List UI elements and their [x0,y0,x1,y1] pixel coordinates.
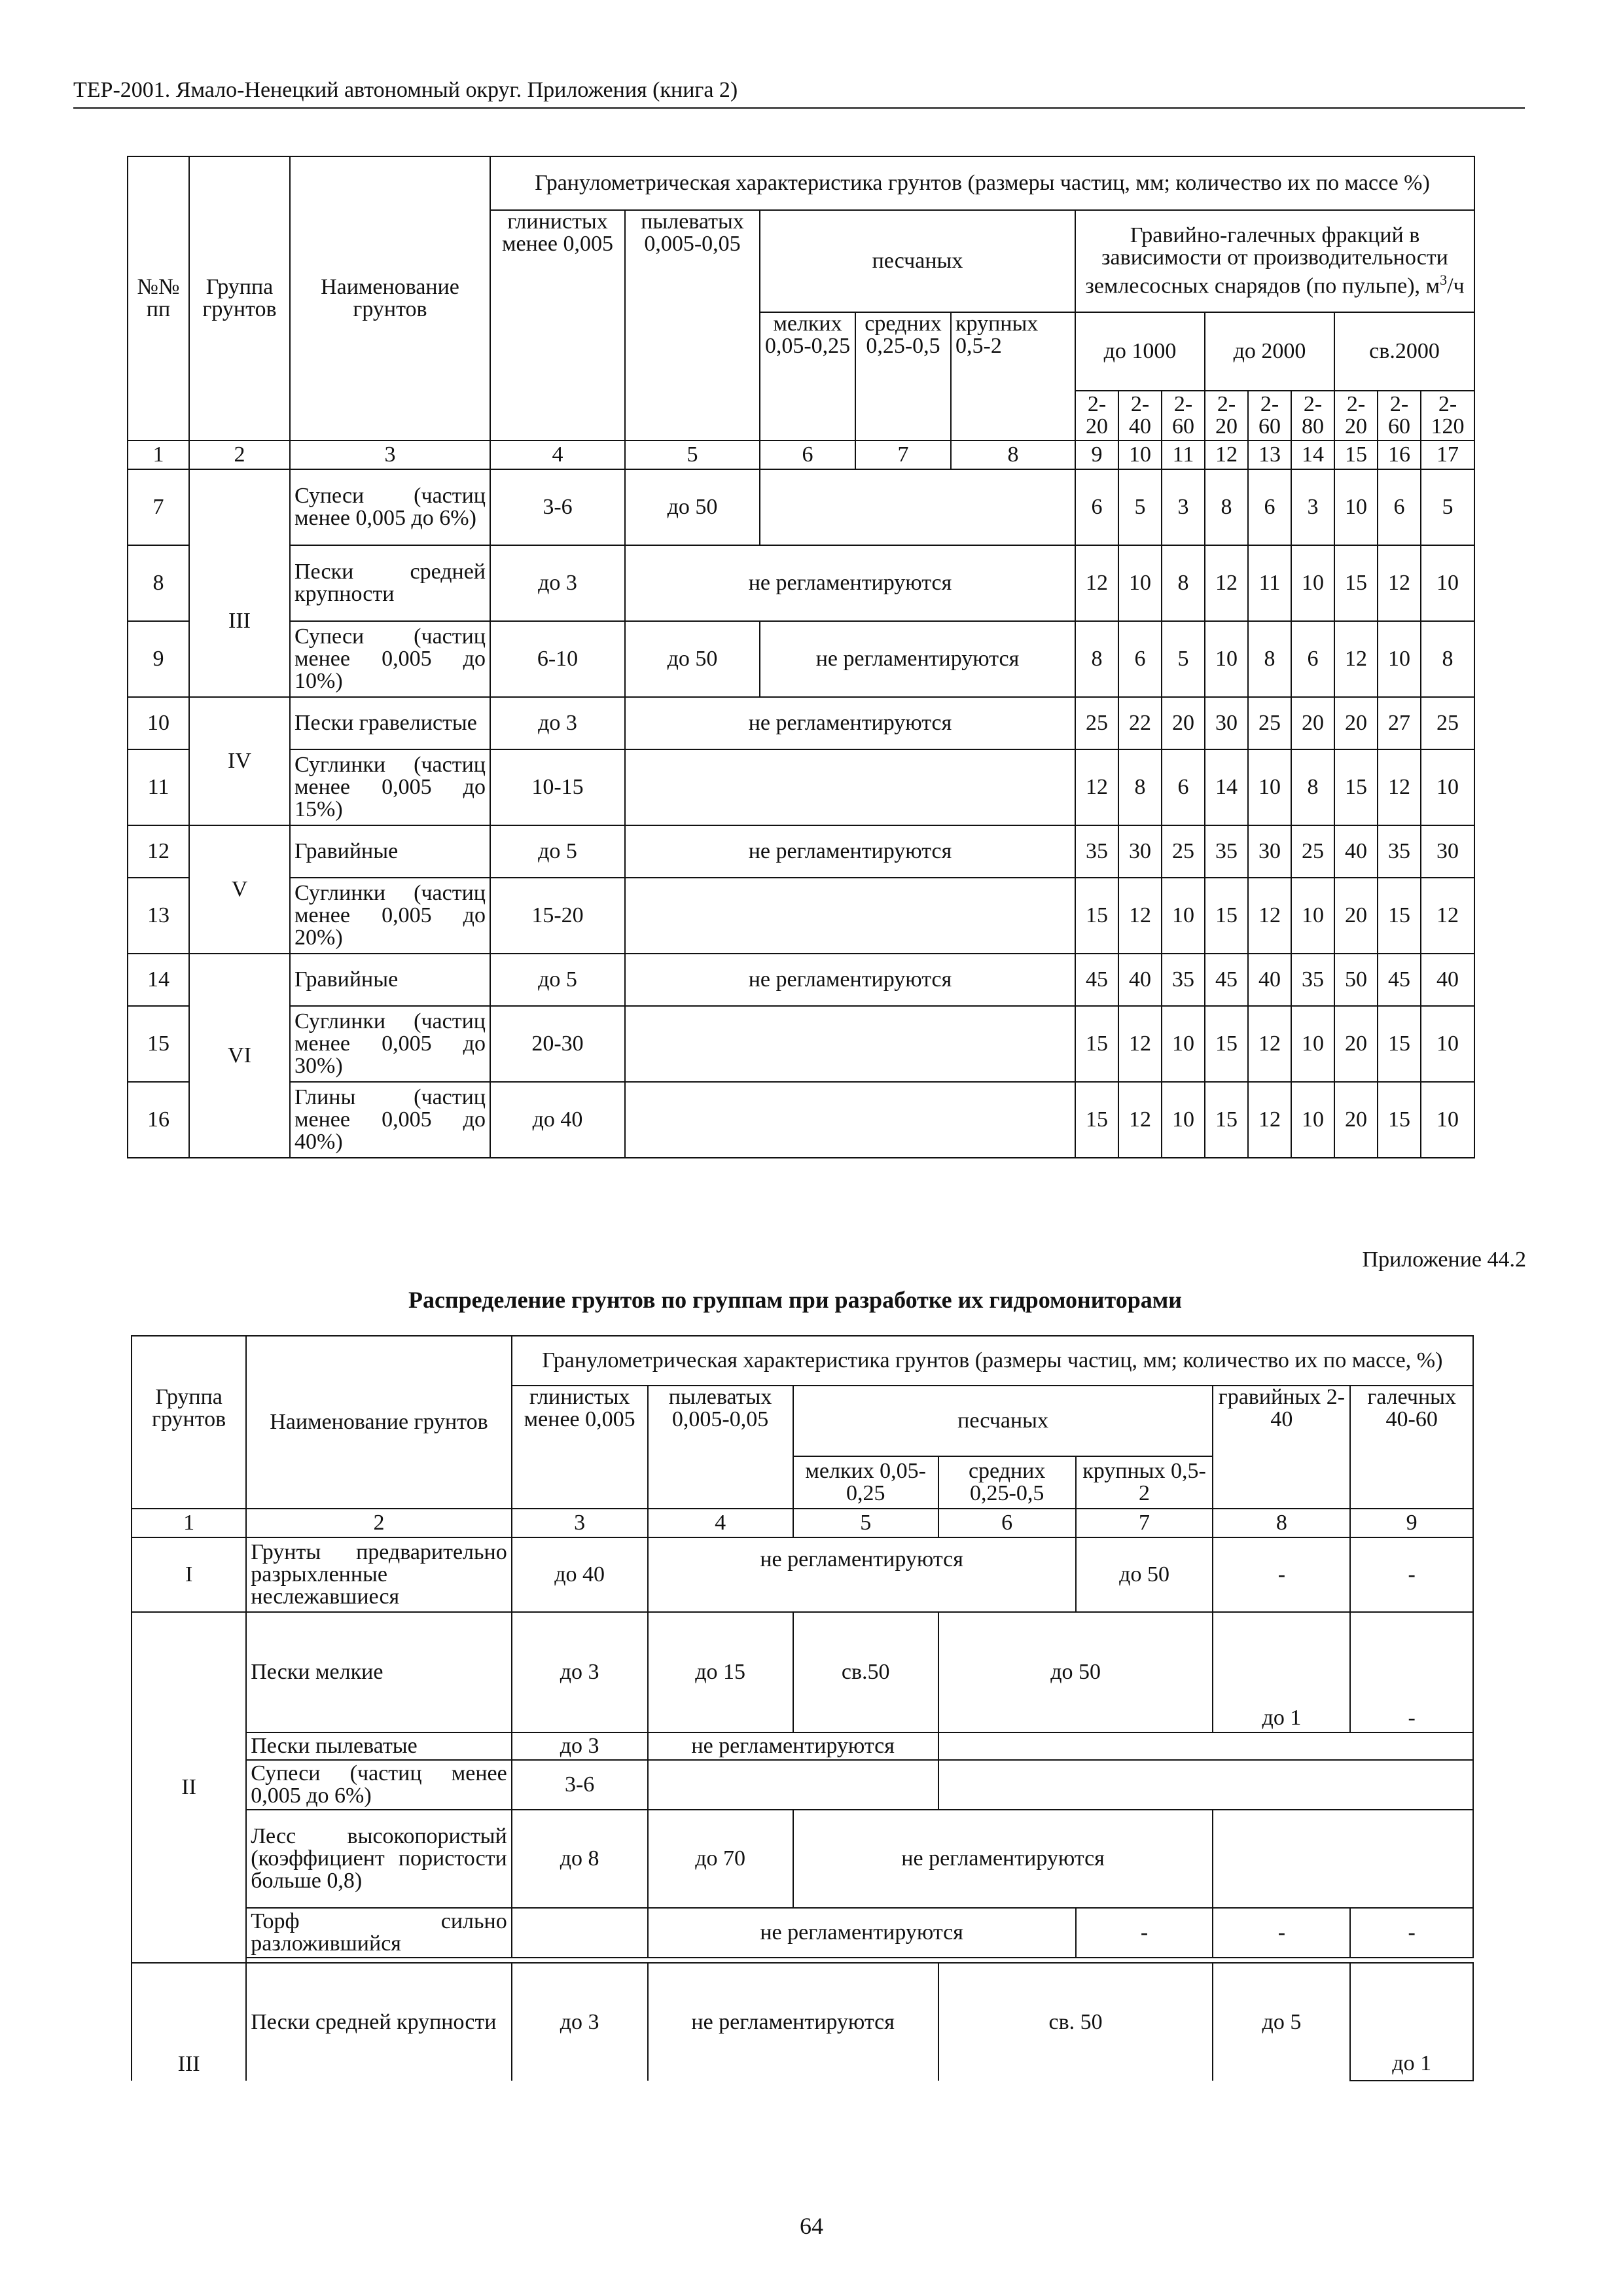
soil-name: Лесс высокопористый (коэффициент пористости больше 0,8) [246,1810,511,1908]
column-index: 5 [793,1509,938,1537]
range-subheader: 2-20 [1205,391,1248,440]
soil-name: Пески гравелистые [290,697,490,749]
range-subheader: 2-20 [1075,391,1118,440]
gravel-fraction-value: 3 [1162,469,1205,545]
gravel-fraction-value: 12 [1118,878,1162,954]
page-header: ТЕР-2001. Ямало-Ненецкий автономный округ. Приложения (книга 2) [73,77,1525,109]
row-number: 14 [128,954,189,1006]
gravel-fraction-value: 15 [1334,545,1378,621]
gravel-fraction-value: 35 [1291,954,1334,1006]
soil-name: Супеси (частиц менее 0,005 до 6%) [290,469,490,545]
column-index: 17 [1421,440,1474,469]
clay-cell: 15-20 [490,878,625,954]
column-index: 8 [1213,1509,1350,1537]
gravel-fraction-value: 25 [1291,825,1334,878]
clay-cell: до 5 [490,954,625,1006]
t2-sand-coarse-header: крупных 0,5-2 [1076,1456,1213,1509]
gravel-fraction-value: 12 [1334,621,1378,697]
table-row [132,1732,1473,1760]
column-index: 7 [855,440,951,469]
column-index: 3 [290,440,490,469]
dust-header: пылеватых 0,005-0,05 [625,210,760,440]
table-row [132,1963,1473,2081]
sand-coarse-header: крупных 0,5-2 [951,312,1075,440]
column-index: 16 [1378,440,1421,469]
t2-dust-header: пылеватых 0,005-0,05 [648,1386,793,1509]
soil-name: Пески средней крупности [290,545,490,621]
gravel-cell: - [1213,1537,1350,1612]
note-cell: не регламентируются [648,1537,1076,1612]
table-row [128,878,1474,954]
gravel-fraction-value: 8 [1291,749,1334,825]
group-cell: I [132,1537,246,1612]
gravel-fraction-value: 30 [1118,825,1162,878]
gravel-fraction-value: 6 [1291,621,1334,697]
dust-cell: до 15 [648,1612,793,1732]
table-row [128,469,1474,545]
note-cell: не регламентируются [625,825,1075,878]
row-number: 16 [128,1082,189,1158]
table-row [132,1908,1473,1958]
table-row [128,954,1474,1006]
gravel-fraction-value: 5 [1118,469,1162,545]
gravel-fraction-value: 10 [1162,878,1205,954]
gravel-fraction-value: 10 [1334,469,1378,545]
column-index: 2 [189,440,290,469]
column-index: 3 [512,1509,648,1537]
gravel-fraction-value: 12 [1118,1006,1162,1082]
gravel-fraction-value: 8 [1118,749,1162,825]
table-row [128,697,1474,749]
t2-sand-medium-header: средних 0,25-0,5 [938,1456,1076,1509]
clay-cell: до 3 [512,1732,648,1760]
column-index: 4 [490,440,625,469]
pebble-cell: - [1350,1537,1473,1612]
gravel-fraction-value: 3 [1291,469,1334,545]
dust-cell: до 50 [625,469,760,545]
gravel-fraction-value: 6 [1378,469,1421,545]
gravel-fraction-value: 20 [1334,1082,1378,1158]
table-row [128,621,1474,697]
column-index: 5 [625,440,760,469]
gravel-fraction-value: 10 [1378,621,1421,697]
row-number: 15 [128,1006,189,1082]
soil-name: Суглинки (частиц менее 0,005 до 15%) [290,749,490,825]
table2-title: Распределение грунтов по группам при разработке их гидромониторами [408,1287,1183,1313]
t2-pebble-header: галечных 40-60 [1350,1386,1473,1509]
column-index: 14 [1291,440,1334,469]
gravel-fraction-value: 45 [1378,954,1421,1006]
gravel-fraction-value: 25 [1162,825,1205,878]
note-cell: не регламентируются [648,1963,938,2081]
pebble-cell: - [1350,1612,1473,1732]
gravel-fraction-value: 35 [1205,825,1248,878]
table-row [128,545,1474,621]
gravel-fraction-value: 40 [1421,954,1474,1006]
gravel-fraction-value: 15 [1205,1006,1248,1082]
table-row [132,1760,1473,1810]
soil-name: Пески пылеватые [246,1732,511,1760]
dust-cell: до 70 [648,1810,793,1908]
gravel-fraction-value: 10 [1421,1006,1474,1082]
row-number: 13 [128,878,189,954]
gravel-cell: до 1 [1213,1612,1350,1732]
pebble-cell: до 1 [1350,1963,1473,2081]
gravel-cell: до 5 [1213,1963,1350,2081]
sand-medium-header: средних 0,25-0,5 [855,312,951,440]
gravel-fraction-value: 12 [1248,1082,1291,1158]
gravel-fraction-value: 12 [1075,749,1118,825]
gravel-fraction-value: 35 [1075,825,1118,878]
soil-name: Супеси (частиц менее 0,005 до 6%) [246,1760,511,1810]
gravel-fraction-value: 6 [1248,469,1291,545]
clay-cell: 6-10 [490,621,625,697]
soil-name: Пески средней крупности [246,1963,511,2081]
col-name-header: Наименование грунтов [290,156,490,440]
gravel-fraction-value: 10 [1291,545,1334,621]
range-subheader: 2-20 [1334,391,1378,440]
page-number: 64 [800,2213,823,2239]
row-number: 10 [128,697,189,749]
range-subheader: 2-60 [1162,391,1205,440]
gravel-fraction-value: 25 [1248,697,1291,749]
range-subheader: 2-120 [1421,391,1474,440]
column-index: 4 [648,1509,793,1537]
column-index: 9 [1075,440,1118,469]
granulometric-header: Гранулометрическая характеристика грунтов (размеры частиц, мм; количество их по массе %) [490,156,1474,210]
gravel-header: Гравийно-галечных фракций в зависимости от производительности землесосных снарядов (по пульпе), $м^3/ч$ [1075,210,1474,312]
gravel-fraction-value: 15 [1075,1006,1118,1082]
gravel-fraction-value: 20 [1334,1006,1378,1082]
col-group-header: Группа грунтов [189,156,290,440]
table-row [132,1612,1473,1732]
sand-fine-header: мелких 0,05-0,25 [760,312,855,440]
column-index: 15 [1334,440,1378,469]
clay-cell: до 3 [512,1612,648,1732]
gravel-fraction-value: 15 [1378,878,1421,954]
gravel-fraction-value: 15 [1075,878,1118,954]
row-number: 12 [128,825,189,878]
gravel-fraction-value: 5 [1162,621,1205,697]
soil-name: Глины (частиц менее 0,005 до 40%) [290,1082,490,1158]
group-cell: VI [189,954,290,1158]
t2-sand-header: песчаных [793,1386,1213,1456]
fine-cell: св.50 [793,1612,938,1732]
table-row [128,1006,1474,1082]
gravel-fraction-value: 35 [1378,825,1421,878]
gravel-fraction-value: 8 [1075,621,1118,697]
clay-cell: 10-15 [490,749,625,825]
gravel-fraction-value: 14 [1205,749,1248,825]
clay-cell: до 3 [490,545,625,621]
gravel-fraction-value: 10 [1205,621,1248,697]
coarse-cell: до 50 [1076,1537,1213,1612]
column-index: 9 [1350,1509,1473,1537]
gravel-fraction-value: 30 [1421,825,1474,878]
pebble-cell: - [1350,1908,1473,1958]
gravel-fraction-value: 12 [1248,1006,1291,1082]
gravel-fraction-value: 15 [1334,749,1378,825]
gravel-fraction-value: 25 [1421,697,1474,749]
clay-cell: до 8 [512,1810,648,1908]
gravel-fraction-value: 10 [1291,1006,1334,1082]
gravel-fraction-value: 30 [1205,697,1248,749]
gravel-fraction-value: 10 [1421,1082,1474,1158]
medium-coarse-cell: св. 50 [938,1963,1213,2081]
gravel-fraction-value: 35 [1162,954,1205,1006]
row-number: 11 [128,749,189,825]
gravel-fraction-value: 6 [1118,621,1162,697]
group-cell: III [132,1963,246,2081]
coarse-cell: - [1076,1908,1213,1958]
range-subheader: 2-60 [1248,391,1291,440]
gravel-fraction-value: 27 [1378,697,1421,749]
soil-name: Суглинки (частиц менее 0,005 до 20%) [290,878,490,954]
range-subheader: 2-40 [1118,391,1162,440]
group-cell: II [132,1612,246,1963]
column-index: 6 [760,440,855,469]
note-cell: не регламентируются [648,1908,1076,1958]
gravel-fraction-value: 12 [1075,545,1118,621]
row-number: 8 [128,545,189,621]
t2-granulometric-header: Гранулометрическая характеристика грунтов (размеры частиц, мм; количество их по массе, %) [512,1336,1473,1386]
gravel-fraction-value: 20 [1291,697,1334,749]
sand-header: песчаных [760,210,1075,312]
column-index: 11 [1162,440,1205,469]
gravel-fraction-value: 11 [1248,545,1291,621]
gravel-fraction-value: 10 [1162,1006,1205,1082]
soil-name: Грунты предварительно разрыхленные неслежавшиеся [246,1537,511,1612]
column-index: 10 [1118,440,1162,469]
range-subheader: 2-60 [1378,391,1421,440]
soil-name: Гравийные [290,825,490,878]
gravel-fraction-value: 10 [1421,749,1474,825]
gravel-fraction-value: 22 [1118,697,1162,749]
clay-cell: до 40 [512,1537,648,1612]
clay-cell: 3-6 [512,1760,648,1810]
gravel-fraction-value: 12 [1378,749,1421,825]
gravel-fraction-value: 8 [1248,621,1291,697]
gravel-fraction-value: 12 [1378,545,1421,621]
clay-cell: 20-30 [490,1006,625,1082]
col-num-header: №№ пп [128,156,189,440]
column-index: 12 [1205,440,1248,469]
clay-cell: до 3 [490,697,625,749]
table-row [132,1537,1473,1612]
gravel-fraction-value: 45 [1075,954,1118,1006]
gravel-fraction-value: 40 [1334,825,1378,878]
table-row [128,749,1474,825]
column-index: 7 [1076,1509,1213,1537]
gravel-fraction-value: 12 [1118,1082,1162,1158]
gravel-fraction-value: 15 [1075,1082,1118,1158]
group-cell: III [189,545,290,697]
clay-header: глинистых менее 0,005 [490,210,625,440]
clay-cell: 3-6 [490,469,625,545]
gravel-fraction-value: 10 [1118,545,1162,621]
note-cell: не регламентируются [625,697,1075,749]
gravel-cell: - [1213,1908,1350,1958]
gravel-fraction-value: 50 [1334,954,1378,1006]
soil-name: Пески мелкие [246,1612,511,1732]
gravel-fraction-value: 30 [1248,825,1291,878]
appendix-label: Приложение 44.2 [1362,1247,1526,1272]
note-cell: не регламентируются [648,1732,938,1760]
gravel-fraction-value: 15 [1378,1082,1421,1158]
column-index: 8 [951,440,1075,469]
gravel-fraction-value: 10 [1162,1082,1205,1158]
gravel-fraction-value: 8 [1421,621,1474,697]
soil-groups-dredge-table [127,156,1475,1158]
gravel-fraction-value: 40 [1248,954,1291,1006]
gravel-fraction-value: 15 [1378,1006,1421,1082]
dust-cell: до 50 [625,621,760,697]
soil-name: Гравийные [290,954,490,1006]
gravel-fraction-value: 8 [1205,469,1248,545]
gravel-fraction-value: 25 [1075,697,1118,749]
group-cell: IV [189,697,290,825]
note-cell: не регламентируются [793,1810,1213,1908]
clay-cell: до 5 [490,825,625,878]
medium-coarse-cell: до 50 [938,1612,1213,1732]
gravel-fraction-value: 15 [1205,1082,1248,1158]
column-index: 2 [246,1509,511,1537]
table-row [128,825,1474,878]
soil-groups-hydromonitor-table [131,1335,1474,2081]
gravel-fraction-value: 20 [1334,878,1378,954]
note-cell: не регламентируются [760,621,1075,697]
clay-cell: до 40 [490,1082,625,1158]
gravel-fraction-value: 10 [1291,1082,1334,1158]
gravel-fraction-value: 6 [1075,469,1118,545]
productivity-2000: до 2000 [1205,312,1334,391]
t2-clay-header: глинистых менее 0,005 [512,1386,648,1509]
gravel-fraction-value: 12 [1205,545,1248,621]
gravel-fraction-value: 8 [1162,545,1205,621]
gravel-fraction-value: 40 [1118,954,1162,1006]
gravel-fraction-value: 10 [1291,878,1334,954]
gravel-fraction-value: 12 [1248,878,1291,954]
clay-cell: до 3 [512,1963,648,2081]
range-subheader: 2-80 [1291,391,1334,440]
soil-name: Торф сильно разложившийся [246,1908,511,1958]
gravel-fraction-value: 5 [1421,469,1474,545]
gravel-fraction-value: 20 [1162,697,1205,749]
row-number: 7 [128,469,189,545]
gravel-fraction-value: 10 [1248,749,1291,825]
note-cell: не регламентируются [625,545,1075,621]
gravel-fraction-value: 20 [1334,697,1378,749]
column-index: 6 [938,1509,1076,1537]
productivity-1000: до 1000 [1075,312,1205,391]
gravel-fraction-value: 15 [1205,878,1248,954]
t2-group-header: Группа грунтов [132,1336,246,1509]
soil-name: Суглинки (частиц менее 0,005 до 30%) [290,1006,490,1082]
gravel-fraction-value: 45 [1205,954,1248,1006]
gravel-fraction-value: 12 [1421,878,1474,954]
soil-name: Супеси (частиц менее 0,005 до 10%) [290,621,490,697]
productivity-over-2000: св.2000 [1334,312,1474,391]
note-cell: не регламентируются [625,954,1075,1006]
group-cell: V [189,825,290,954]
table-row [132,1810,1473,1908]
gravel-fraction-value: 6 [1162,749,1205,825]
gravel-fraction-value: 10 [1421,545,1474,621]
table-row [128,1082,1474,1158]
column-index: 1 [128,440,189,469]
t2-name-header: Наименование грунтов [246,1336,511,1509]
t2-gravel-header: гравийных 2-40 [1213,1386,1350,1509]
column-index: 1 [132,1509,246,1537]
column-index: 13 [1248,440,1291,469]
t2-sand-fine-header: мелких 0,05-0,25 [793,1456,938,1509]
row-number: 9 [128,621,189,697]
